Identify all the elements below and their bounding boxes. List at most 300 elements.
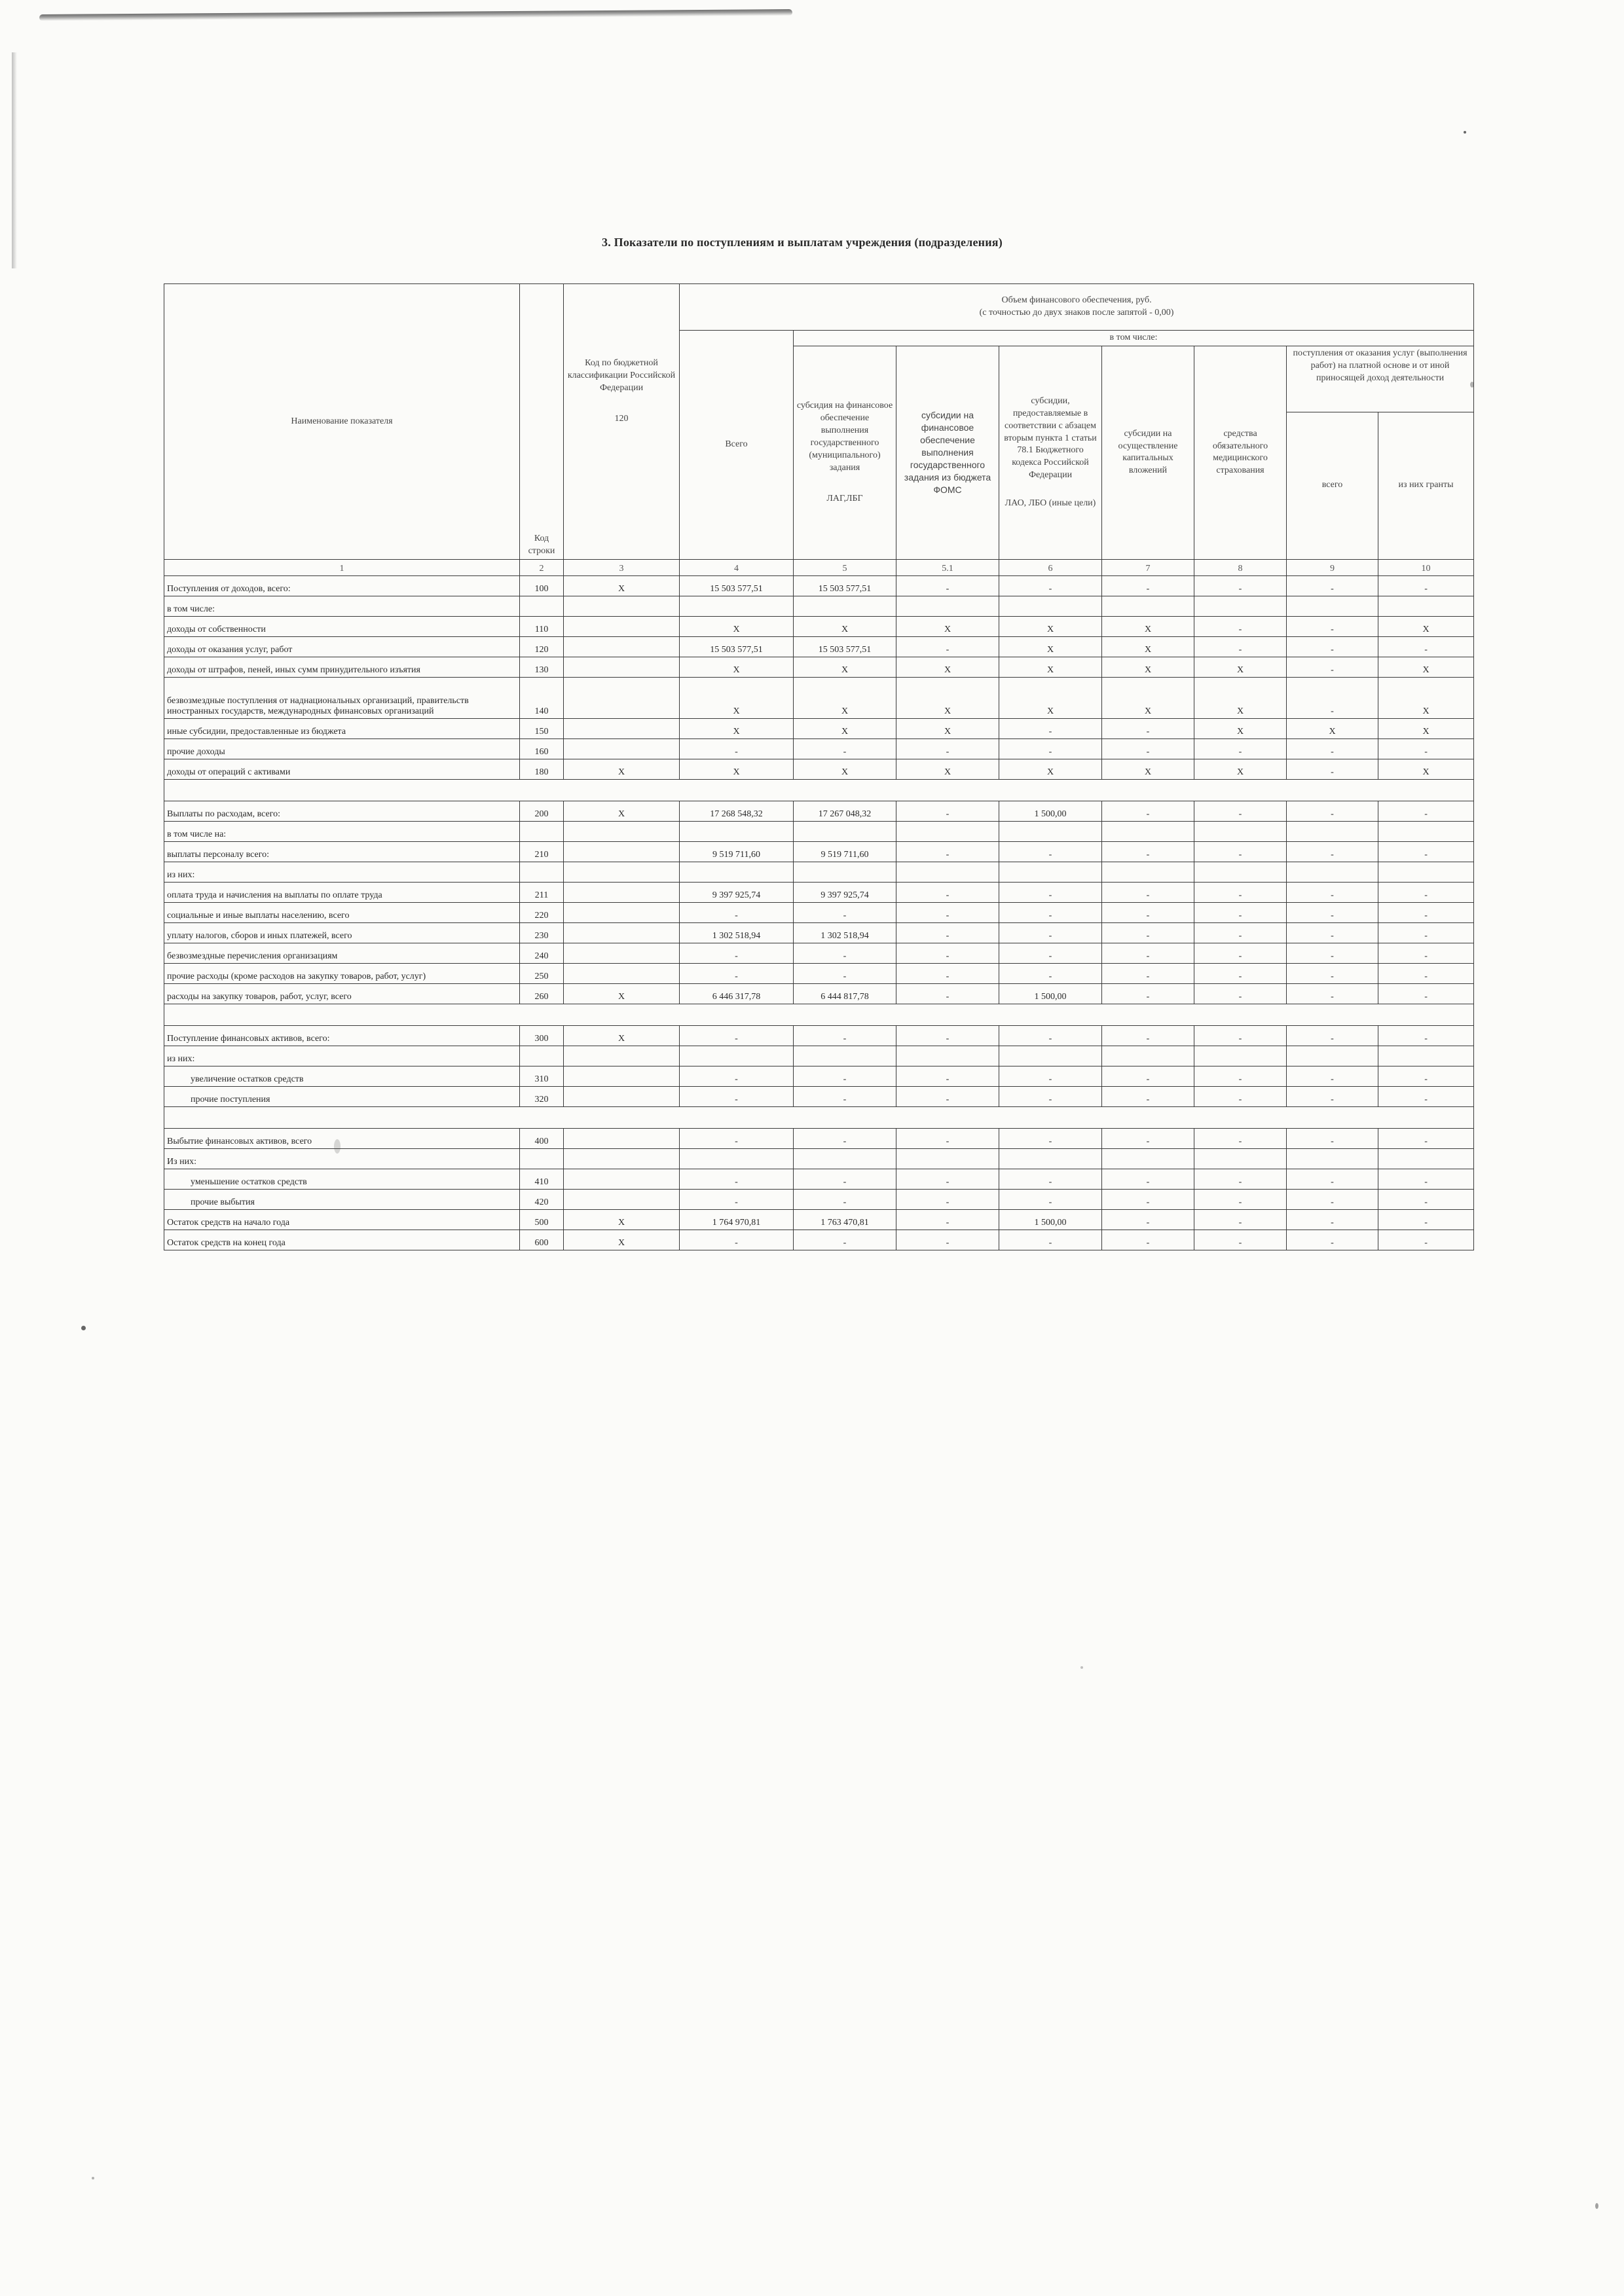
table-row — [164, 943, 1474, 963]
table-row — [164, 841, 1474, 862]
value-cell: - — [794, 1169, 896, 1189]
value-cell: - — [999, 841, 1102, 862]
value-cell: - — [896, 1189, 999, 1209]
indicator-name: Из них: — [164, 1148, 520, 1169]
value-cell — [564, 718, 680, 738]
indicator-name: из них: — [164, 1046, 520, 1066]
line-code: 140 — [520, 677, 564, 718]
value-cell: - — [1287, 1025, 1378, 1046]
header-kbk-column — [564, 284, 680, 560]
value-cell: - — [680, 1169, 794, 1189]
value-cell: 17 267 048,32 — [794, 801, 896, 821]
line-code — [520, 596, 564, 616]
value-cell: 1 500,00 — [999, 801, 1102, 821]
value-cell: - — [999, 718, 1102, 738]
value-cell: - — [1194, 616, 1287, 636]
value-cell: - — [896, 575, 999, 596]
value-cell: - — [794, 1066, 896, 1086]
value-cell: 9 397 925,74 — [794, 882, 896, 902]
indicator-name: в том числе на: — [164, 821, 520, 841]
value-cell: - — [1378, 902, 1474, 922]
value-cell: X — [1194, 718, 1287, 738]
table-row — [164, 862, 1474, 882]
column-number: 10 — [1378, 559, 1474, 575]
indicator-name: Поступление финансовых активов, всего: — [164, 1025, 520, 1046]
value-cell: 1 302 518,94 — [680, 922, 794, 943]
value-cell: X — [999, 636, 1102, 657]
value-cell: - — [999, 1066, 1102, 1086]
spacer-row — [164, 779, 1474, 801]
table-row — [164, 636, 1474, 657]
value-cell — [564, 902, 680, 922]
value-cell: X — [680, 759, 794, 779]
table-row — [164, 821, 1474, 841]
value-cell: - — [896, 636, 999, 657]
value-cell: X — [1194, 657, 1287, 677]
value-cell: 17 268 548,32 — [680, 801, 794, 821]
header-col9: всего — [1287, 412, 1378, 559]
value-cell: - — [1102, 983, 1194, 1004]
value-cell — [896, 821, 999, 841]
value-cell: - — [896, 922, 999, 943]
column-number: 3 — [564, 559, 680, 575]
table-row — [164, 596, 1474, 616]
value-cell: - — [896, 963, 999, 983]
value-cell — [1194, 1046, 1287, 1066]
value-cell: - — [1378, 1025, 1474, 1046]
value-cell: - — [1287, 636, 1378, 657]
indicator-name: Выплаты по расходам, всего: — [164, 801, 520, 821]
header-col7: субсидии на осуществление капитальных вложений — [1102, 346, 1194, 559]
value-cell: - — [680, 738, 794, 759]
line-code: 150 — [520, 718, 564, 738]
value-cell: - — [1102, 1025, 1194, 1046]
spacer-cell — [164, 1106, 1474, 1128]
value-cell: X — [680, 677, 794, 718]
table-row — [164, 718, 1474, 738]
table-row — [164, 738, 1474, 759]
column-number: 6 — [999, 559, 1102, 575]
header-volume-note: (с точностью до двух знаков после запятой - 0,00) — [979, 308, 1174, 318]
scan-speck — [1080, 1666, 1083, 1669]
value-cell: - — [999, 1128, 1102, 1148]
column-numbers-row — [164, 559, 1474, 575]
value-cell: - — [794, 1025, 896, 1046]
value-cell — [564, 596, 680, 616]
value-cell: - — [896, 943, 999, 963]
value-cell — [564, 1189, 680, 1209]
value-cell: - — [1194, 943, 1287, 963]
value-cell: X — [1287, 718, 1378, 738]
value-cell — [1287, 821, 1378, 841]
value-cell — [1102, 1046, 1194, 1066]
value-cell — [1287, 1046, 1378, 1066]
value-cell: - — [680, 1086, 794, 1106]
value-cell — [1194, 821, 1287, 841]
value-cell: - — [896, 841, 999, 862]
value-cell: 1 764 970,81 — [680, 1209, 794, 1230]
indicator-name: безвозмездные поступления от наднациональных организаций, правительств иностранных государств, международных финансовых организаций — [164, 677, 520, 718]
value-cell — [794, 596, 896, 616]
header-name-column: Наименование показателя — [164, 284, 520, 560]
value-cell: - — [1287, 677, 1378, 718]
value-cell: - — [680, 1128, 794, 1148]
column-number: 7 — [1102, 559, 1194, 575]
table-row — [164, 963, 1474, 983]
indicator-name: расходы на закупку товаров, работ, услуг, всего — [164, 983, 520, 1004]
table-row — [164, 677, 1474, 718]
value-cell: - — [1194, 841, 1287, 862]
header-col51: субсидии на финансовое обеспечение выполнения государственного задания из бюджета ФОМС — [896, 346, 999, 559]
value-cell — [1102, 862, 1194, 882]
header-col5-code: ЛАГ,ЛБГ — [826, 493, 863, 503]
indicator-name: безвозмездные перечисления организациям — [164, 943, 520, 963]
value-cell — [564, 1128, 680, 1148]
value-cell: - — [794, 943, 896, 963]
value-cell — [680, 1148, 794, 1169]
value-cell — [680, 1046, 794, 1066]
line-code: 250 — [520, 963, 564, 983]
scan-shadow-top — [39, 9, 792, 21]
header-col6-code: ЛАО, ЛБО (иные цели) — [1005, 498, 1096, 509]
table-row — [164, 657, 1474, 677]
value-cell — [680, 596, 794, 616]
value-cell: - — [794, 902, 896, 922]
value-cell: - — [1287, 1209, 1378, 1230]
value-cell: X — [680, 657, 794, 677]
value-cell: - — [1102, 575, 1194, 596]
indicator-name: Поступления от доходов, всего: — [164, 575, 520, 596]
value-cell: 9 397 925,74 — [680, 882, 794, 902]
line-code: 260 — [520, 983, 564, 1004]
line-code: 410 — [520, 1169, 564, 1189]
value-cell: - — [896, 1169, 999, 1189]
value-cell: X — [1102, 616, 1194, 636]
value-cell: - — [1102, 882, 1194, 902]
table-row — [164, 575, 1474, 596]
value-cell — [896, 862, 999, 882]
value-cell — [1102, 821, 1194, 841]
value-cell — [564, 738, 680, 759]
table-row — [164, 1066, 1474, 1086]
value-cell: - — [1194, 575, 1287, 596]
scan-speck — [1595, 2203, 1598, 2209]
value-cell: - — [1378, 1230, 1474, 1250]
value-cell: - — [680, 1189, 794, 1209]
header-col6-label: субсидии, предоставляемые в соответствии с абзацем вторым пункта 1 статьи 78.1 Бюджетного кодекса Российской Федерации — [1004, 395, 1097, 481]
line-code: 300 — [520, 1025, 564, 1046]
header-col5-label: субсидия на финансовое обеспечение выполнения государственного (муниципального) задания — [796, 401, 893, 473]
value-cell: X — [564, 801, 680, 821]
value-cell: - — [680, 1230, 794, 1250]
table-row — [164, 1046, 1474, 1066]
value-cell: - — [1194, 801, 1287, 821]
value-cell: - — [794, 1230, 896, 1250]
value-cell: - — [1378, 1189, 1474, 1209]
value-cell — [564, 821, 680, 841]
value-cell — [1194, 862, 1287, 882]
value-cell: X — [564, 1025, 680, 1046]
value-cell: X — [1102, 759, 1194, 779]
value-cell: - — [1287, 616, 1378, 636]
scan-speck — [1464, 131, 1466, 134]
indicator-name: Остаток средств на начало года — [164, 1209, 520, 1230]
column-number: 4 — [680, 559, 794, 575]
line-code: 420 — [520, 1189, 564, 1209]
value-cell: - — [1194, 963, 1287, 983]
value-cell: X — [794, 677, 896, 718]
indicator-name: уменьшение остатков средств — [164, 1169, 520, 1189]
value-cell — [564, 922, 680, 943]
column-number: 2 — [520, 559, 564, 575]
value-cell — [680, 821, 794, 841]
value-cell: - — [1287, 1230, 1378, 1250]
table-body — [164, 575, 1474, 1250]
value-cell — [564, 677, 680, 718]
table-row — [164, 1230, 1474, 1250]
header-col6 — [999, 346, 1102, 559]
value-cell: - — [999, 1086, 1102, 1106]
value-cell — [1378, 821, 1474, 841]
table-row — [164, 1189, 1474, 1209]
table-row — [164, 1086, 1474, 1106]
indicators-table — [164, 283, 1474, 1250]
column-number: 9 — [1287, 559, 1378, 575]
value-cell: - — [1287, 882, 1378, 902]
header-code-column: Код строки — [520, 284, 564, 560]
value-cell — [564, 882, 680, 902]
value-cell: X — [1378, 759, 1474, 779]
value-cell — [896, 1046, 999, 1066]
value-cell: - — [680, 963, 794, 983]
value-cell: X — [564, 983, 680, 1004]
value-cell — [564, 657, 680, 677]
table-row — [164, 1148, 1474, 1169]
table-row — [164, 1209, 1474, 1230]
value-cell: - — [1194, 738, 1287, 759]
line-code: 180 — [520, 759, 564, 779]
table-row — [164, 1169, 1474, 1189]
value-cell: - — [680, 1025, 794, 1046]
value-cell — [999, 862, 1102, 882]
value-cell: 6 446 317,78 — [680, 983, 794, 1004]
value-cell — [999, 596, 1102, 616]
value-cell — [1194, 1148, 1287, 1169]
document-title: 3. Показатели по поступлениям и выплатам учреждения (подразделения) — [602, 236, 1003, 249]
value-cell: - — [794, 963, 896, 983]
value-cell — [999, 821, 1102, 841]
value-cell: - — [1378, 1169, 1474, 1189]
value-cell — [999, 1148, 1102, 1169]
value-cell: - — [1102, 841, 1194, 862]
value-cell: - — [1102, 1230, 1194, 1250]
value-cell: - — [896, 1128, 999, 1148]
value-cell: - — [896, 801, 999, 821]
value-cell: - — [1287, 801, 1378, 821]
table-row — [164, 983, 1474, 1004]
value-cell: - — [1194, 1230, 1287, 1250]
value-cell: - — [896, 983, 999, 1004]
value-cell: - — [1194, 1128, 1287, 1148]
line-code: 400 — [520, 1128, 564, 1148]
value-cell: - — [1287, 657, 1378, 677]
table-row — [164, 616, 1474, 636]
scan-shadow-left — [12, 52, 17, 268]
indicator-name: прочие доходы — [164, 738, 520, 759]
value-cell: - — [1287, 943, 1378, 963]
value-cell — [564, 636, 680, 657]
value-cell: - — [794, 1189, 896, 1209]
line-code: 160 — [520, 738, 564, 759]
value-cell: - — [1102, 963, 1194, 983]
value-cell: - — [1194, 1066, 1287, 1086]
header-kbk-label: Код по бюджетной классификации Российской Федерации — [567, 358, 676, 393]
line-code — [520, 1148, 564, 1169]
value-cell: 1 500,00 — [999, 983, 1102, 1004]
indicator-name: уплату налогов, сборов и иных платежей, всего — [164, 922, 520, 943]
value-cell: - — [1102, 1066, 1194, 1086]
value-cell: - — [1287, 1169, 1378, 1189]
value-cell: - — [680, 1066, 794, 1086]
value-cell: - — [1194, 1086, 1287, 1106]
line-code: 230 — [520, 922, 564, 943]
line-code: 600 — [520, 1230, 564, 1250]
value-cell — [564, 841, 680, 862]
line-code — [520, 862, 564, 882]
value-cell: - — [1378, 1128, 1474, 1148]
value-cell: 15 503 577,51 — [680, 636, 794, 657]
value-cell: - — [1287, 1189, 1378, 1209]
value-cell: - — [1287, 902, 1378, 922]
value-cell: 1 302 518,94 — [794, 922, 896, 943]
value-cell: X — [564, 759, 680, 779]
line-code — [520, 1046, 564, 1066]
scan-speck — [92, 2177, 94, 2179]
value-cell: - — [1287, 575, 1378, 596]
value-cell — [1102, 1148, 1194, 1169]
table-row — [164, 1128, 1474, 1148]
header-including: в том числе: — [794, 331, 1474, 346]
value-cell: - — [999, 575, 1102, 596]
line-code: 130 — [520, 657, 564, 677]
value-cell — [1287, 1148, 1378, 1169]
value-cell: X — [999, 616, 1102, 636]
header-volume-label: Объем финансового обеспечения, руб. — [1001, 295, 1152, 306]
value-cell — [896, 1148, 999, 1169]
indicator-name: иные субсидии, предоставленные из бюджета — [164, 718, 520, 738]
value-cell: X — [1102, 677, 1194, 718]
value-cell: - — [1287, 1066, 1378, 1086]
value-cell: - — [1194, 882, 1287, 902]
value-cell — [1378, 596, 1474, 616]
header-total: Всего — [680, 331, 794, 560]
indicator-name: доходы от операций с активами — [164, 759, 520, 779]
value-cell: - — [1287, 963, 1378, 983]
value-cell: - — [794, 1128, 896, 1148]
table-row — [164, 801, 1474, 821]
value-cell: X — [1194, 759, 1287, 779]
line-code: 110 — [520, 616, 564, 636]
value-cell: 15 503 577,51 — [794, 575, 896, 596]
value-cell: X — [896, 657, 999, 677]
value-cell: - — [896, 1086, 999, 1106]
value-cell: - — [1194, 1169, 1287, 1189]
indicator-name: прочие расходы (кроме расходов на закупку товаров, работ, услуг) — [164, 963, 520, 983]
spacer-row — [164, 1106, 1474, 1128]
value-cell: - — [1378, 575, 1474, 596]
value-cell: - — [1378, 963, 1474, 983]
value-cell: - — [999, 882, 1102, 902]
value-cell: - — [1102, 943, 1194, 963]
value-cell: - — [1378, 882, 1474, 902]
value-cell: X — [680, 718, 794, 738]
indicator-name: Остаток средств на конец года — [164, 1230, 520, 1250]
value-cell — [564, 1169, 680, 1189]
value-cell — [564, 862, 680, 882]
value-cell: - — [1102, 1189, 1194, 1209]
header-volume — [680, 284, 1474, 331]
value-cell — [1378, 1046, 1474, 1066]
value-cell: - — [1194, 636, 1287, 657]
value-cell — [1194, 596, 1287, 616]
value-cell: - — [999, 922, 1102, 943]
value-cell: - — [1378, 1086, 1474, 1106]
line-code: 200 — [520, 801, 564, 821]
value-cell: - — [1378, 1209, 1474, 1230]
indicator-name: в том числе: — [164, 596, 520, 616]
header-col9-group: поступления от оказания услуг (выполнения работ) на платной основе и от иной приносящей доход деятельности — [1287, 346, 1474, 412]
value-cell — [794, 862, 896, 882]
value-cell: X — [564, 1209, 680, 1230]
indicator-name: из них: — [164, 862, 520, 882]
value-cell: - — [1102, 718, 1194, 738]
value-cell: - — [680, 943, 794, 963]
value-cell: 15 503 577,51 — [794, 636, 896, 657]
value-cell: - — [1287, 1128, 1378, 1148]
indicator-name: доходы от оказания услуг, работ — [164, 636, 520, 657]
line-code: 320 — [520, 1086, 564, 1106]
line-code: 120 — [520, 636, 564, 657]
column-number: 5.1 — [896, 559, 999, 575]
header-col5 — [794, 346, 896, 559]
value-cell: - — [1378, 841, 1474, 862]
line-code: 500 — [520, 1209, 564, 1230]
value-cell: X — [999, 657, 1102, 677]
value-cell: - — [999, 1025, 1102, 1046]
value-cell: X — [794, 759, 896, 779]
value-cell: X — [1194, 677, 1287, 718]
value-cell — [1378, 862, 1474, 882]
column-number: 8 — [1194, 559, 1287, 575]
value-cell: - — [999, 963, 1102, 983]
value-cell: - — [999, 1169, 1102, 1189]
value-cell: - — [794, 1086, 896, 1106]
value-cell: - — [1194, 1189, 1287, 1209]
column-number: 5 — [794, 559, 896, 575]
value-cell: - — [999, 902, 1102, 922]
value-cell: - — [896, 1025, 999, 1046]
value-cell — [896, 596, 999, 616]
value-cell — [794, 821, 896, 841]
line-code: 220 — [520, 902, 564, 922]
value-cell: - — [999, 1230, 1102, 1250]
value-cell: 15 503 577,51 — [680, 575, 794, 596]
value-cell: X — [1102, 636, 1194, 657]
value-cell: - — [1194, 983, 1287, 1004]
value-cell: - — [1378, 922, 1474, 943]
indicator-name: выплаты персоналу всего: — [164, 841, 520, 862]
value-cell — [564, 1066, 680, 1086]
